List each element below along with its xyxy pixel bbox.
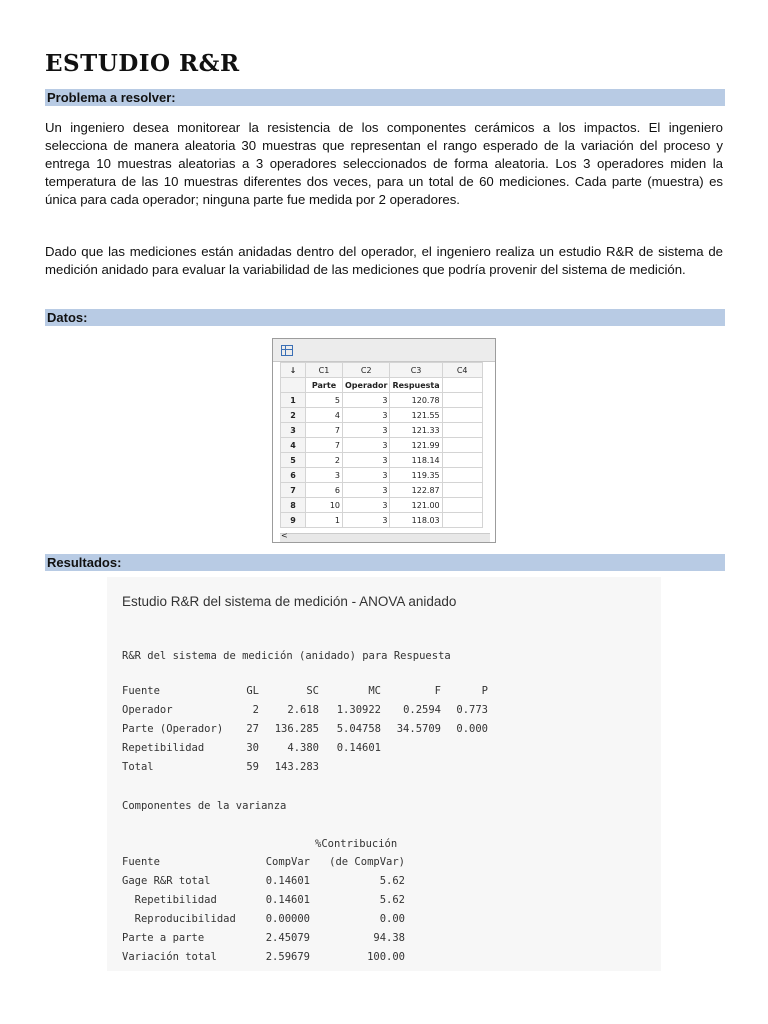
anova-cell: 5.04758 <box>336 723 381 735</box>
anova-cell: 2 <box>252 704 259 716</box>
scroll-left-arrow[interactable]: < <box>281 531 288 540</box>
table-header-cell: GL <box>246 685 259 697</box>
variance-table <box>122 856 642 966</box>
cell-c4[interactable] <box>442 453 482 468</box>
cell-c4[interactable] <box>442 393 482 408</box>
table-header-cell: F <box>434 685 441 697</box>
output-subtitle: R&R del sistema de medición (anidado) para Respuesta <box>122 650 451 662</box>
column-name-parte[interactable]: Parte <box>306 378 343 393</box>
session-output <box>107 577 661 971</box>
worksheet-body <box>281 393 483 528</box>
cell-operador[interactable]: 3 <box>343 468 390 483</box>
variance-cell: Gage R&R total <box>122 875 211 887</box>
cell-c4[interactable] <box>442 483 482 498</box>
row-number[interactable]: 9 <box>281 513 306 528</box>
page-title: ESTUDIO R&R <box>45 50 240 77</box>
column-header-c3[interactable]: C3 <box>390 363 442 378</box>
anova-cell: 59 <box>246 761 259 773</box>
worksheet-names-row <box>281 378 483 393</box>
variance-cell: 2.45079 <box>265 932 310 944</box>
worksheet-window <box>272 338 496 543</box>
anova-cell: 0.2594 <box>403 704 441 716</box>
anova-cell: 34.5709 <box>396 723 441 735</box>
row-number[interactable]: 4 <box>281 438 306 453</box>
paragraph-problem: Un ingeniero desea monitorear la resistencia de los componentes cerámicos a los impactos. El ingeniero selecciona de manera aleatoria 30 muestras que representan el rango esperado de la variación del proceso y entrega 10 muestras aleatorias a 3 operadores seleccionados de forma aleatoria. Los 3 operadores miden la temperatura de las 10 muestras diferentes dos veces, para un total de 60 mediciones. Cada parte (muestra) es única para cada operador; ninguna parte fue medida por 2 operadores. <box>45 120 723 207</box>
row-number[interactable]: 7 <box>281 483 306 498</box>
cell-operador[interactable]: 3 <box>343 438 390 453</box>
row-number[interactable]: 2 <box>281 408 306 423</box>
worksheet-column-header-row <box>281 363 483 378</box>
anova-cell: 1.30922 <box>336 704 381 716</box>
cell-c4[interactable] <box>442 438 482 453</box>
paragraph-nested: Dado que las mediciones están anidadas dentro del operador, el ingeniero realiza un estudio R&R de sistema de medición anidado para evaluar la variabilidad de las mediciones que podría provenir del sistema de medición. <box>45 244 723 277</box>
output-title: Estudio R&R del sistema de medición - ANOVA anidado <box>122 594 457 609</box>
variance-cell: Repetibilidad <box>122 894 217 906</box>
anova-table <box>122 685 642 775</box>
cell-parte[interactable]: 10 <box>306 498 343 513</box>
cell-c4[interactable] <box>442 423 482 438</box>
anova-cell: 4.380 <box>287 742 319 754</box>
cell-parte[interactable]: 5 <box>306 393 343 408</box>
cell-parte[interactable]: 7 <box>306 438 343 453</box>
variance-cell: 0.00 <box>379 913 405 925</box>
variance-header-cell: CompVar <box>265 856 310 868</box>
worksheet-row <box>281 423 483 438</box>
cell-parte[interactable]: 3 <box>306 468 343 483</box>
cell-respuesta[interactable]: 118.03 <box>390 513 442 528</box>
variance-header-cell: Fuente <box>122 856 160 868</box>
cell-c4[interactable] <box>442 498 482 513</box>
cell-respuesta[interactable]: 119.35 <box>390 468 442 483</box>
table-header-cell: Fuente <box>122 685 160 697</box>
variance-cell: 0.14601 <box>265 875 310 887</box>
anova-cell: 27 <box>246 723 259 735</box>
variance-cell: 94.38 <box>373 932 405 944</box>
worksheet-row <box>281 453 483 468</box>
anova-cell: 136.285 <box>274 723 319 735</box>
worksheet-corner-arrow[interactable]: ↓ <box>281 363 306 378</box>
table-header-cell: MC <box>368 685 381 697</box>
column-name-operador[interactable]: Operador <box>343 378 390 393</box>
cell-respuesta[interactable]: 121.55 <box>390 408 442 423</box>
cell-respuesta[interactable]: 121.99 <box>390 438 442 453</box>
row-number[interactable]: 8 <box>281 498 306 513</box>
cell-c4[interactable] <box>442 468 482 483</box>
anova-cell: Total <box>122 761 154 773</box>
worksheet-grid <box>280 362 483 528</box>
cell-parte[interactable]: 6 <box>306 483 343 498</box>
variance-cell: 5.62 <box>379 875 405 887</box>
cell-c4[interactable] <box>442 513 482 528</box>
anova-cell: Parte (Operador) <box>122 723 224 735</box>
table-header-cell: SC <box>306 685 319 697</box>
column-name-respuesta[interactable]: Respuesta <box>390 378 442 393</box>
worksheet-row <box>281 483 483 498</box>
cell-operador[interactable]: 3 <box>343 513 390 528</box>
anova-cell: 0.14601 <box>336 742 381 754</box>
anova-cell: Operador <box>122 704 173 716</box>
row-number[interactable]: 6 <box>281 468 306 483</box>
variance-cell: 2.59679 <box>265 951 310 963</box>
variance-title: Componentes de la varianza <box>122 800 287 812</box>
variance-cell: Parte a parte <box>122 932 205 944</box>
cell-operador[interactable]: 3 <box>343 408 390 423</box>
cell-operador[interactable]: 3 <box>343 453 390 468</box>
cell-respuesta[interactable]: 118.14 <box>390 453 442 468</box>
anova-cell: 0.000 <box>456 723 488 735</box>
worksheet-row <box>281 438 483 453</box>
cell-operador[interactable]: 3 <box>343 498 390 513</box>
worksheet-row <box>281 498 483 513</box>
horizontal-scrollbar[interactable] <box>280 533 490 542</box>
worksheet-row <box>281 468 483 483</box>
cell-operador[interactable]: 3 <box>343 423 390 438</box>
anova-cell: Repetibilidad <box>122 742 205 754</box>
cell-respuesta[interactable]: 122.87 <box>390 483 442 498</box>
variance-header-cell: (de CompVar) <box>329 856 405 868</box>
cell-respuesta[interactable]: 121.33 <box>390 423 442 438</box>
cell-respuesta[interactable]: 121.00 <box>390 498 442 513</box>
worksheet-row <box>281 513 483 528</box>
section-header-problema: Problema a resolver: <box>45 89 725 106</box>
cell-parte[interactable]: 2 <box>306 453 343 468</box>
worksheet-row <box>281 408 483 423</box>
variance-cell: 0.14601 <box>265 894 310 906</box>
names-row-header <box>281 378 306 393</box>
variance-cell: 0.00000 <box>265 913 310 925</box>
anova-cell: 2.618 <box>287 704 319 716</box>
cell-parte[interactable]: 4 <box>306 408 343 423</box>
table-header-cell: P <box>481 685 488 697</box>
anova-cell: 0.773 <box>456 704 488 716</box>
cell-c4[interactable] <box>442 408 482 423</box>
cell-operador[interactable]: 3 <box>343 393 390 408</box>
anova-cell: 143.283 <box>274 761 319 773</box>
variance-cell: Variación total <box>122 951 217 963</box>
cell-parte[interactable]: 7 <box>306 423 343 438</box>
section-header-datos: Datos: <box>45 309 725 326</box>
cell-respuesta[interactable]: 120.78 <box>390 393 442 408</box>
variance-header-top: %Contribución <box>315 838 398 850</box>
worksheet-icon <box>281 345 293 356</box>
cell-parte[interactable]: 1 <box>306 513 343 528</box>
worksheet-row <box>281 393 483 408</box>
variance-cell: Reproducibilidad <box>122 913 236 925</box>
column-name-c4[interactable] <box>442 378 482 393</box>
column-header-c1[interactable]: C1 <box>306 363 343 378</box>
row-number[interactable]: 5 <box>281 453 306 468</box>
row-number[interactable]: 1 <box>281 393 306 408</box>
column-header-c4[interactable]: C4 <box>442 363 482 378</box>
worksheet-titlebar <box>273 339 495 362</box>
variance-cell: 5.62 <box>379 894 405 906</box>
cell-operador[interactable]: 3 <box>343 483 390 498</box>
anova-cell: 30 <box>246 742 259 754</box>
section-header-resultados: Resultados: <box>45 554 725 571</box>
row-number[interactable]: 3 <box>281 423 306 438</box>
column-header-c2[interactable]: C2 <box>343 363 390 378</box>
variance-cell: 100.00 <box>367 951 405 963</box>
